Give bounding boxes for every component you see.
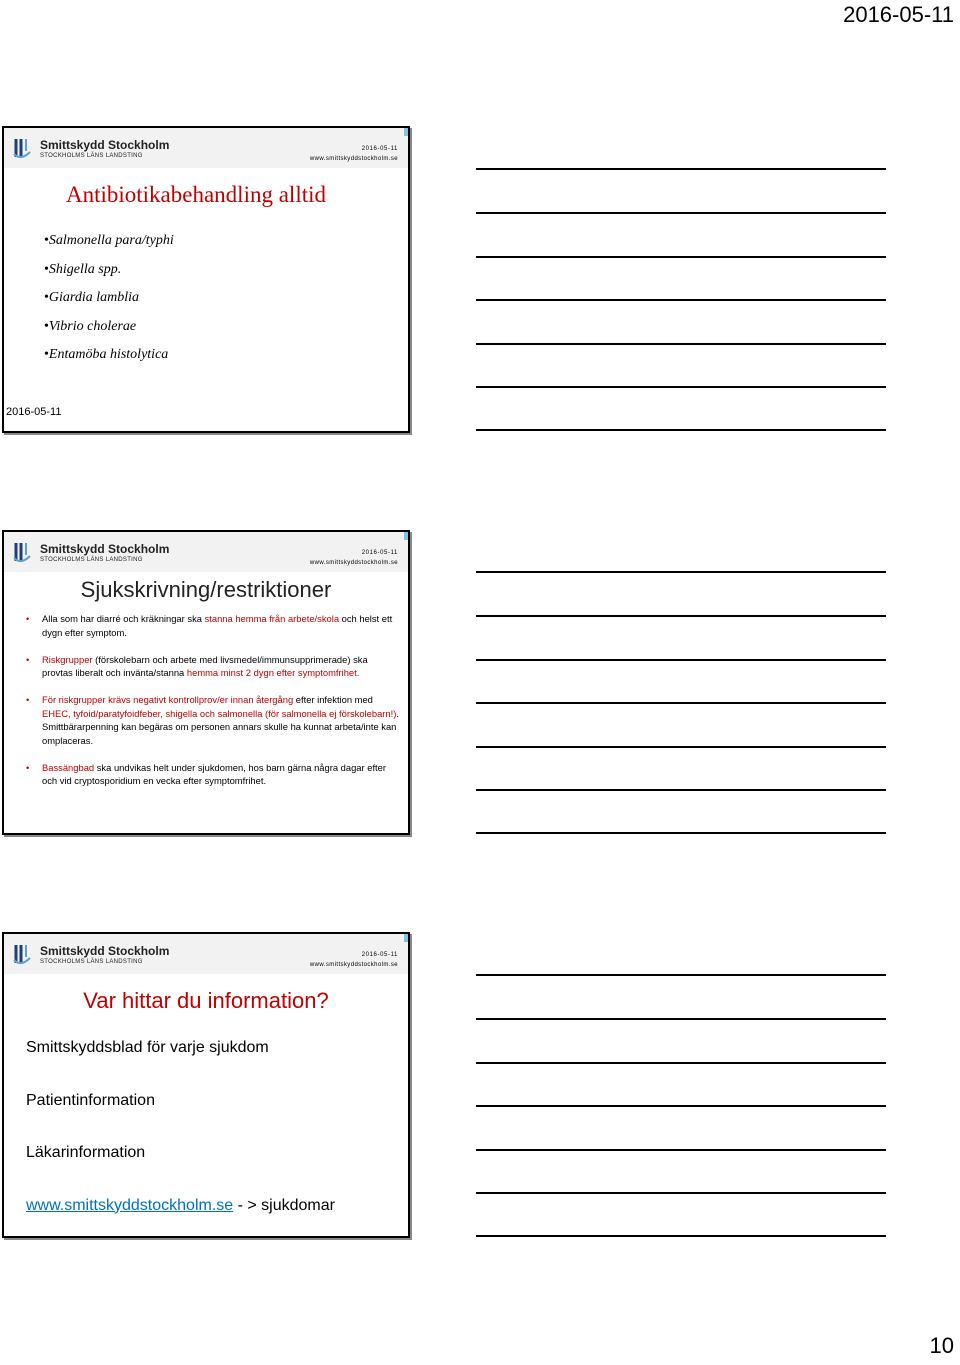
list-item: • För riskgrupper krävs negativt kontrollprov/er innan återgång efter infektion med EHEC, tyfoid/paratyfoidfeber, shigella och salmonella (för salmonella ej förskolebarn!). Smittbärarpenning kan begäras om personen annars skulle ha kunnat arbeta/inte kan omplaceras. (26, 693, 400, 747)
note-line (476, 789, 886, 791)
smittskydd-logo-icon (12, 541, 36, 565)
note-line (476, 168, 886, 170)
list-item: Läkarinformation (26, 1144, 146, 1161)
list-item: • Bassängbad ska undvikas helt under sjukdomen, hos barn gärna några dagar efter och vid cryptosporidium en vecka efter symptomfrihet. (26, 761, 400, 788)
header-accent (404, 532, 408, 540)
restriction-list (26, 612, 400, 801)
logo-subtitle: STOCKHOLMS LÄNS LANDSTING (40, 153, 143, 159)
list-item: • Giardia lamblia (44, 289, 174, 318)
note-line (476, 386, 886, 388)
header-url[interactable]: www.smittskyddstockholm.se (309, 560, 398, 566)
header-date: 2016-05-11 (361, 952, 398, 958)
header-accent (404, 934, 408, 942)
note-line (476, 702, 886, 704)
note-line (476, 299, 886, 301)
website-link[interactable]: www.smittskyddstockholm.se (26, 1196, 234, 1214)
list-item: • Salmonella para/typhi (44, 232, 174, 261)
organism-list (44, 232, 174, 375)
slide-antibiotikabehandling (2, 126, 410, 433)
header-url[interactable]: www.smittskyddstockholm.se (309, 156, 398, 162)
note-line (476, 1149, 886, 1151)
note-line (476, 1062, 886, 1064)
info-list (26, 1038, 335, 1238)
note-line (476, 212, 886, 214)
slide-header (4, 128, 408, 168)
slide-title: Antibiotikabehandling alltid (66, 182, 326, 207)
slide-header (4, 532, 408, 572)
note-line (476, 1105, 886, 1107)
slide-header (4, 934, 408, 974)
logo-title: Smittskydd Stockholm (40, 138, 170, 152)
header-url[interactable]: www.smittskyddstockholm.se (309, 962, 398, 968)
list-item: • Vibrio cholerae (44, 318, 174, 347)
note-line (476, 1192, 886, 1194)
slide-title: Var hittar du information? (83, 988, 329, 1013)
slide-footer-date: 2016-05-11 (6, 406, 62, 418)
slide-sjukskrivning (2, 530, 410, 835)
logo-subtitle: STOCKHOLMS LÄNS LANDSTING (40, 557, 143, 563)
header-date: 2016-05-11 (361, 550, 398, 556)
note-line (476, 429, 886, 431)
page-date: 2016-05-11 (843, 2, 954, 27)
note-line (476, 256, 886, 258)
list-item: • Riskgrupper (förskolebarn och arbete med livsmedel/immunsupprimerade) ska provtas liberalt och invänta/stanna hemma minst 2 dygn efter symptomfrihet. (26, 653, 400, 680)
note-line (476, 571, 886, 573)
note-line (476, 746, 886, 748)
list-item: • Alla som har diarré och kräkningar ska stanna hemma från arbete/skola och helst ett dygn efter symptom. (26, 612, 400, 639)
smittskydd-logo-icon (12, 137, 36, 161)
note-line (476, 832, 886, 834)
page-number: 10 (929, 1333, 954, 1358)
smittskydd-logo-icon (12, 943, 36, 967)
header-date: 2016-05-11 (361, 146, 398, 152)
slide-information (2, 932, 410, 1238)
note-line (476, 615, 886, 617)
link-suffix: - > sjukdomar (233, 1196, 335, 1214)
list-item: Smittskyddsblad för varje sjukdom (26, 1039, 269, 1056)
logo-title: Smittskydd Stockholm (40, 944, 170, 958)
logo-subtitle: STOCKHOLMS LÄNS LANDSTING (40, 959, 143, 965)
slide-title: Sjukskrivning/restriktioner (80, 577, 332, 602)
note-line (476, 1018, 886, 1020)
logo-title: Smittskydd Stockholm (40, 542, 170, 556)
note-line (476, 659, 886, 661)
list-item: • Entamöba histolytica (44, 346, 174, 375)
note-line (476, 343, 886, 345)
list-item: • Shigella spp. (44, 261, 174, 290)
list-item (26, 1196, 335, 1239)
note-line (476, 974, 886, 976)
list-item: Patientinformation (26, 1091, 155, 1109)
note-line (476, 1235, 886, 1237)
header-accent (404, 128, 408, 136)
